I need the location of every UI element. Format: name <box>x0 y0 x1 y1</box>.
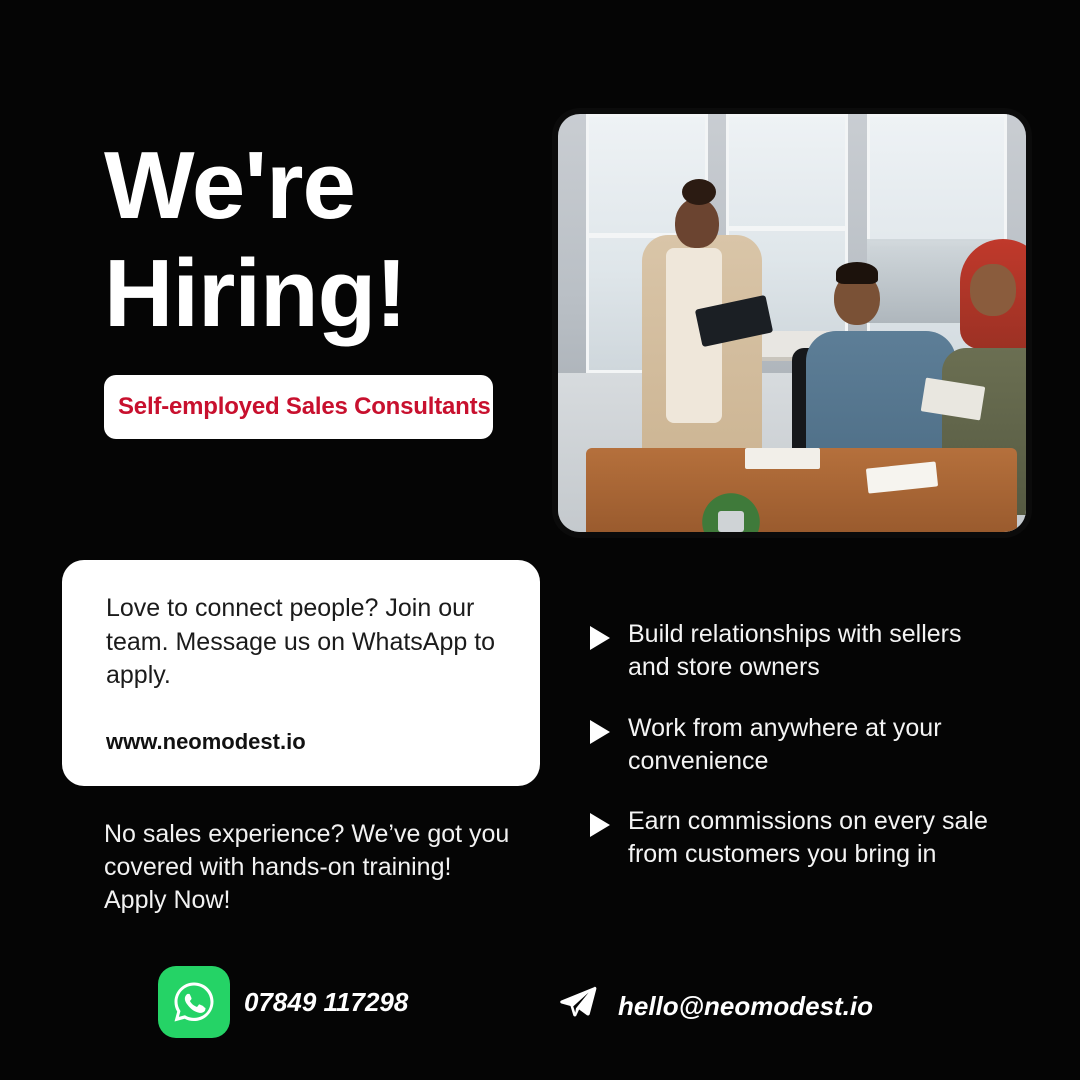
benefit-text: Build relationships with sellers and store owners <box>628 620 962 682</box>
whatsapp-contact[interactable] <box>158 966 408 1038</box>
whatsapp-number[interactable]: 07849 117298 <box>244 986 409 1017</box>
message-card <box>62 560 540 786</box>
send-icon <box>556 982 600 1031</box>
person-standing-hair <box>682 179 716 205</box>
training-note <box>104 818 524 917</box>
list-item <box>590 712 1010 779</box>
headline-line-2: Hiring! <box>104 239 407 347</box>
headline-line-1: We're <box>104 132 355 239</box>
training-note-text: No sales experience? We’ve got you covered with hands-on training! <box>104 820 510 881</box>
triangle-bullet-icon <box>590 813 610 837</box>
whatsapp-icon[interactable] <box>158 966 230 1038</box>
person-seated-hair <box>836 262 878 284</box>
email-contact[interactable] <box>556 982 873 1031</box>
role-badge <box>104 375 493 439</box>
page-title <box>104 132 406 347</box>
list-item <box>590 618 1010 685</box>
notebook-shape <box>745 448 820 469</box>
triangle-bullet-icon <box>590 626 610 650</box>
person-hijab-head <box>970 264 1016 316</box>
benefits-list <box>590 618 1010 899</box>
email-address[interactable]: hello@neomodest.io <box>618 991 874 1021</box>
list-item <box>590 805 1010 872</box>
benefit-text: Work from anywhere at your convenience <box>628 713 942 775</box>
role-badge-label: Self-employed Sales Consultants <box>118 393 491 420</box>
team-photo <box>552 108 1032 538</box>
plant-icon <box>698 482 764 532</box>
apply-now-text: Apply Now! <box>104 886 231 914</box>
team-photo-image <box>558 114 1026 532</box>
message-text: Love to connect people? Join our team. Message us on WhatsApp to apply. <box>106 594 496 689</box>
triangle-bullet-icon <box>590 720 610 744</box>
website-link[interactable]: www.neomodest.io <box>106 728 306 754</box>
benefit-text: Earn commissions on every sale from customers you bring in <box>628 807 988 869</box>
person-standing-head <box>675 198 719 248</box>
